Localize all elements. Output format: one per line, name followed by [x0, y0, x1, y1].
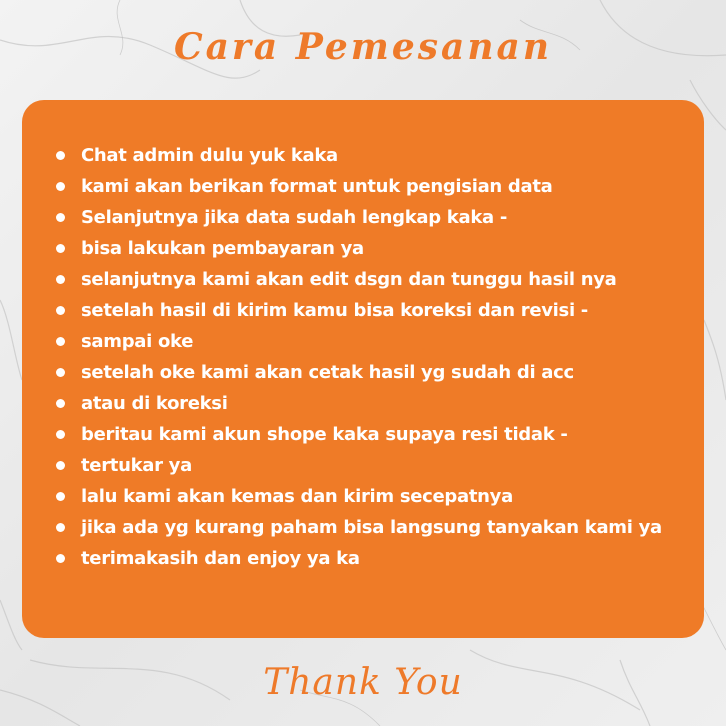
- step-text: lalu kami akan kemas dan kirim secepatnya: [81, 486, 513, 507]
- list-item: [56, 450, 690, 481]
- bullet-dot-icon: [56, 337, 65, 346]
- list-item: [56, 481, 690, 512]
- bullet-dot-icon: [56, 244, 65, 253]
- list-item: [56, 264, 690, 295]
- bullet-dot-icon: [56, 151, 65, 160]
- step-text: Chat admin dulu yuk kaka: [81, 145, 338, 166]
- step-text: atau di koreksi: [81, 393, 228, 414]
- bullet-dot-icon: [56, 399, 65, 408]
- steps-list: [56, 140, 690, 574]
- list-item: [56, 512, 690, 543]
- step-text: terimakasih dan enjoy ya ka: [81, 548, 360, 569]
- list-item: [56, 171, 690, 202]
- list-item: [56, 388, 690, 419]
- list-item: [56, 326, 690, 357]
- bullet-dot-icon: [56, 461, 65, 470]
- page-title: Cara Pemesanan: [173, 26, 553, 68]
- list-item: [56, 202, 690, 233]
- bullet-dot-icon: [56, 213, 65, 222]
- bullet-dot-icon: [56, 306, 65, 315]
- step-text: setelah hasil di kirim kamu bisa koreksi dan revisi -: [81, 300, 588, 321]
- list-item: [56, 357, 690, 388]
- step-text: setelah oke kami akan cetak hasil yg sudah di acc: [81, 362, 574, 383]
- list-item: [56, 419, 690, 450]
- bullet-dot-icon: [56, 554, 65, 563]
- thank-you-text: Thank You: [263, 662, 463, 703]
- bullet-dot-icon: [56, 492, 65, 501]
- step-text: Selanjutnya jika data sudah lengkap kaka -: [81, 207, 507, 228]
- bullet-dot-icon: [56, 182, 65, 191]
- step-text: tertukar ya: [81, 455, 192, 476]
- step-text: selanjutnya kami akan edit dsgn dan tunggu hasil nya: [81, 269, 617, 290]
- bullet-dot-icon: [56, 368, 65, 377]
- list-item: [56, 543, 690, 574]
- bullet-dot-icon: [56, 523, 65, 532]
- bullet-dot-icon: [56, 275, 65, 284]
- list-item: [56, 295, 690, 326]
- list-item: [56, 233, 690, 264]
- step-text: bisa lakukan pembayaran ya: [81, 238, 364, 259]
- step-text: kami akan berikan format untuk pengisian data: [81, 176, 553, 197]
- step-text: beritau kami akun shope kaka supaya resi tidak -: [81, 424, 568, 445]
- bullet-dot-icon: [56, 430, 65, 439]
- step-text: sampai oke: [81, 331, 194, 352]
- ordering-steps-card: [22, 100, 704, 638]
- step-text: jika ada yg kurang paham bisa langsung tanyakan kami ya: [81, 517, 662, 538]
- list-item: [56, 140, 690, 171]
